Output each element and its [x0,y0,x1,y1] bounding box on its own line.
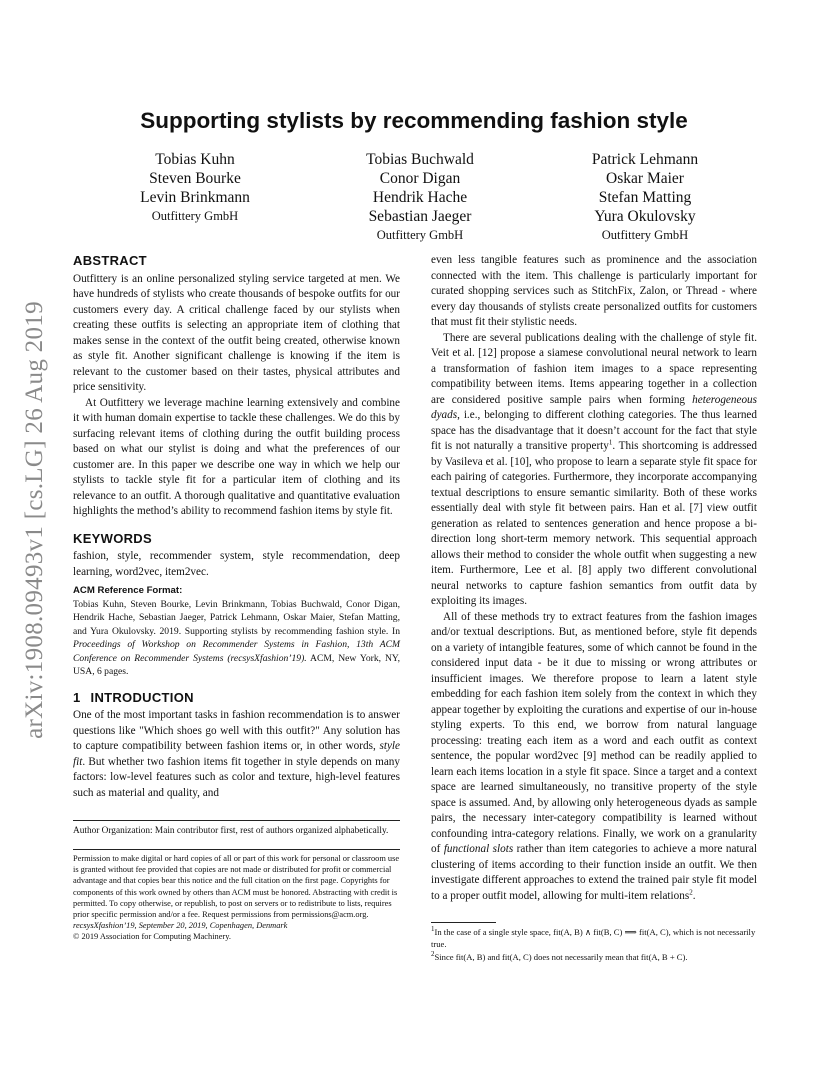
author-affiliation: Outfittery GmbH [601,228,689,242]
abstract-paragraph: Outfittery is an online personalized styling service targeted at men. We have hundreds of stylists who create thousands of bespoke outfits for our customers every day. A critical challenge faced by our stylists when creating these outfits is selecting an appropriate item of clothing that makes sense in the context of the outfit being created, otherwise known as style fit. Another significant challenge is knowing if the item is relevant to the customer based on their tastes, physical attributes and price sensitivity. [73,272,400,393]
footnote-rule [431,922,496,923]
arxiv-id: arXiv:1908.09493v1 [cs.LG] 26 Aug 2019 [21,301,48,739]
author-name: Yura Okulovsky [594,208,696,225]
author-name: Levin Brinkmann [140,189,250,206]
footnote-ref[interactable]: 1 [608,438,613,447]
body-paragraph: All of these methods try to extract features from the fashion images and/or textual descriptions. But, as mentioned before, style fit depends on a variety of intangible features, some of which cannot be found in the considered input data - be it due to missing or wrong attributes or insufficient images. We therefore propose to learn a latent style embedding for each fashion item solely from the context in which they appear together by exploiting the curations and expertise of our in-house styling experts. To this end, we borrow from natural language processing: treating each item as a word and each outfit as context sentence, the popular word2vec [9] method can be readily applied to learn each items location in a style fit space. Since a target and a context space are learned simultaneously, no transitive property of the style space is assumed. And, by allowing only heterogeneous dyads as sample pairs, the necessary inter-category compatibility is learned without confounding intra-category relations. Finally, we work on a granularity of functional slots rather than item categories to achieve a more natural clustering of items according to their function inside an outfit. We then investigate different approaches to extend the trained pair style fit model to a proper outfit model, allowing for multi-item relations$^2$. [431,610,757,902]
author-column-3 [540,150,750,244]
author-name: Patrick Lehmann [591,151,699,168]
footnote: $^1$In the case of a single style space, fit(A, B) ∧ fit(B, C) ⟹ fit(A, C), which is not necessarily true. [431,925,756,949]
footnote: $^2$Since fit(A, B) and fit(A, C) does not necessarily mean that fit(A, B + C). [431,950,688,962]
arxiv-sidebar-stamp [10,280,60,760]
author-name: Conor Digan [379,170,461,187]
author-column-2 [315,150,525,244]
acm-reference [73,584,400,679]
left-column [73,253,400,801]
footnotes [431,922,757,966]
author-column-1 [90,150,300,244]
introduction-paragraph: One of the most important tasks in fashion recommendation is to answer questions like "Which shoes go well with this outfit?" Any solution has to capture compatibility between fashion items or, in other words, style fit. But whether two fashion items fit together in style depends on many factors: low-level features such as color and texture, high-level features such as material and quality, and [73,709,400,799]
author-affiliation: Outfittery GmbH [376,228,464,242]
permission-notice [73,849,400,943]
author-block [90,150,750,244]
acm-reference-text: Tobias Kuhn, Steven Bourke, Levin Brinkmann, Tobias Buchwald, Conor Digan, Hendrik Hache, Sebastian Jaeger, Patrick Lehmann, Oskar Maier, Stefan Matting, and Yura Okulovsky. 2019. Supporting stylists by recommending fashion style. In Proceedings of Workshop on Recommender Systems in Fashion, 13th ACM Conference on Recommender Systems (recsysXfashion’19). ACM, New York, NY, USA, 6 pages. [73,598,400,677]
permission-text: Permission to make digital or hard copies of all or part of this work for personal or classroom use is granted without fee provided that copies are not made or distributed for profit or commercial advantage and that copies bear this notice and the full citation on the first page. Copyrights for components of this work owned by others than ACM must be honored. Abstracting with credit is permitted. To copy otherwise, or republish, to post on servers or to redistribute to lists, requires prior specific permission and/or a fee. Request permissions from permissions@acm.org. [73,854,400,920]
abstract-paragraph: At Outfittery we leverage machine learning extensively and combine it with human domain expertise to tackle these challenges. We do this by surfacing relevant items of clothing during the outfit building process based on what our stylist is doing and what the preferences of our customer are. In this paper we describe one way in which we help our stylists to tackle style fit for a particular item of clothing and its relevance to an outfit. A thorough qualitative and quantitative evaluation highlights the method’s ability to recommend fashion items by style fit. [73,396,400,517]
abstract-heading: ABSTRACT [73,253,147,268]
author-affiliation: Outfittery GmbH [151,209,239,223]
body-paragraph: even less tangible features such as prominence and the association connected with the item. This challenge is particularly important for curated shopping services such as StitchFix, Zalon, or Thread - where every day thousands of stylists create personalized outfits for customers that must fit their stylistic needs. [431,254,757,328]
footnote-ref[interactable]: 2 [689,887,693,896]
acm-reference-venue: Proceedings of Workshop on Recommender Systems in Fashion, 13th ACM Conference on Recommender Systems (recsysXfashion’19). [73,639,400,664]
author-name: Oskar Maier [606,170,684,187]
keywords-heading: KEYWORDS [73,530,152,546]
author-name: Stefan Matting [598,189,692,206]
conference-venue: recsysXfashion’19, September 20, 2019, Copenhagen, Denmark [73,921,288,931]
author-name: Tobias Buchwald [366,151,474,168]
body-paragraph: There are several publications dealing with the challenge of style fit. Veit et al. [12] propose a siamese convolutional neural network to learn a transformation of fashion item images to a space representing compatibility between items. Items appearing together in a collection are considered positive sample pairs when forming heterogeneous dyads, i.e., belonging to different clothing categories. The thus learned space has the disadvantage that it doesn’t account for the fact that style fit is not naturally a transitive property$^1$. This shortcoming is addressed by Vasileva et al. [10], who propose to learn a separate style fit space for each pairing of categories. Furthermore, they incorporate accompanying textual descriptions to ensure semantic similarity. Both of these works essentially deal with style fit between pairs. Han et al. [7] view outfit generation as related to sentences generation and hence propose a bi-direction long short-term memory network. This sequential approach allows their method to consider the whole outfit when suggesting a new item. Furthermore, Lee et al. [8] apply two different convolutional neural networks to capture fashion semantics from outfit data by exploiting its images. [431,331,757,607]
copyright-line: © 2019 Association for Computing Machinery. [73,932,231,942]
introduction-heading: 1 INTRODUCTION [73,689,194,705]
author-organization-note: Author Organization: Main contributor first, rest of authors organized alphabetically. [73,820,400,838]
paper-title: Supporting stylists by recommending fashion style [140,108,688,133]
right-column [431,253,757,904]
author-name: Steven Bourke [149,170,241,187]
author-name: Tobias Kuhn [155,151,235,168]
keywords-text: fashion, style, recommender system, style recommendation, deep learning, word2vec, item2vec. [73,550,400,578]
author-name: Hendrik Hache [372,189,468,206]
acm-reference-heading: ACM Reference Format: [73,585,183,596]
author-name: Sebastian Jaeger [368,208,472,225]
